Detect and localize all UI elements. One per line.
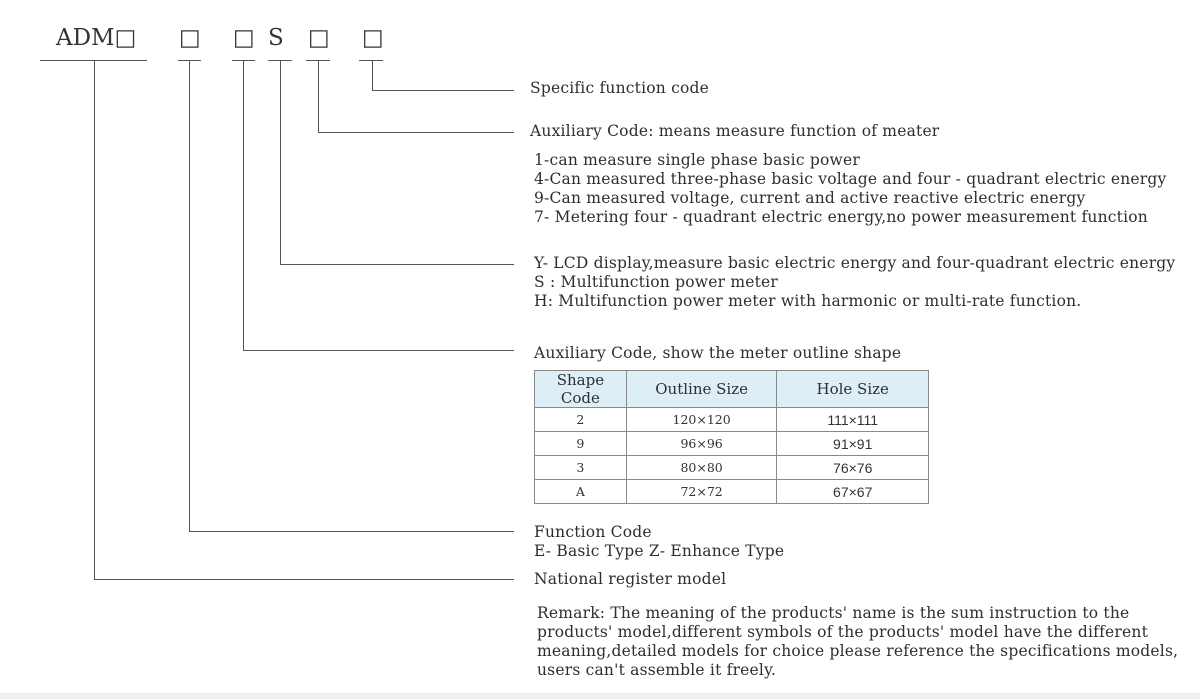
code-box-aux: □ — [308, 25, 330, 51]
shape-table — [534, 370, 929, 504]
aux-shape-label: Auxiliary Code, show the meter outline shape — [534, 344, 902, 362]
code-box-shape: □ — [233, 25, 255, 51]
cell-outline-size: 72×72 — [626, 480, 777, 504]
cell-hole-size: 67×67 — [777, 480, 929, 504]
display-option: H: Multifunction power meter with harmonic or multi-rate function. — [534, 292, 1082, 310]
table-row — [535, 456, 929, 480]
code-box-specific: □ — [362, 25, 384, 51]
measure-option: 9-Can measured voltage, current and active reactive electric energy — [534, 189, 1086, 207]
remark-line: meaning,detailed models for choice please reference the specifications models, — [537, 642, 1179, 660]
cell-outline-size: 96×96 — [626, 432, 777, 456]
remark-line: products' model,different symbols of the products' model have the different — [537, 623, 1149, 641]
code-letter-s: S — [268, 25, 284, 51]
specific-function-label: Specific function code — [530, 79, 709, 97]
connector-display — [281, 61, 515, 265]
measure-options-list — [534, 151, 1167, 227]
table-row — [535, 480, 929, 504]
function-code-desc: E- Basic Type Z- Enhance Type — [534, 542, 785, 560]
connector-function — [190, 61, 515, 532]
connector-shape — [244, 61, 515, 351]
connector-national — [95, 61, 515, 580]
display-options-list — [534, 254, 1175, 311]
model-prefix: ADM□ — [56, 25, 137, 51]
function-code-title: Function Code — [534, 523, 652, 541]
cell-outline-size: 80×80 — [626, 456, 777, 480]
connector-aux-measure — [319, 61, 515, 133]
measure-option: 1-can measure single phase basic power — [534, 151, 860, 169]
national-register-label: National register model — [534, 570, 727, 588]
code-box-function: □ — [179, 25, 201, 51]
measure-option: 4-Can measured three-phase basic voltage and four - quadrant electric energy — [534, 170, 1167, 188]
display-option: S : Multifunction power meter — [534, 273, 779, 291]
cell-shape-code: A — [535, 480, 627, 504]
cell-hole-size: 76×76 — [777, 456, 929, 480]
table-row — [535, 408, 929, 432]
table-header-hole-size: Hole Size — [777, 371, 929, 408]
cell-shape-code: 9 — [535, 432, 627, 456]
table-row — [535, 432, 929, 456]
table-header-outline-size: Outline Size — [626, 371, 777, 408]
connector-specific — [373, 61, 515, 91]
cell-shape-code: 2 — [535, 408, 627, 432]
cell-outline-size: 120×120 — [626, 408, 777, 432]
table-header-shape-code: Shape Code — [535, 371, 627, 408]
remark-line: Remark: The meaning of the products' name is the sum instruction to the — [537, 604, 1130, 622]
display-option: Y- LCD display,measure basic electric energy and four-quadrant electric energy — [534, 254, 1176, 272]
bottom-divider — [0, 693, 1200, 699]
measure-option: 7- Metering four - quadrant electric energy,no power measurement function — [534, 208, 1148, 226]
cell-shape-code: 3 — [535, 456, 627, 480]
cell-hole-size: 91×91 — [777, 432, 929, 456]
aux-measure-label: Auxiliary Code: means measure function of meater — [530, 122, 940, 140]
cell-hole-size: 111×111 — [777, 408, 929, 432]
remark-line: users can't assemble it freely. — [537, 661, 777, 679]
remark-block — [537, 604, 1178, 680]
table-header-row — [535, 371, 929, 408]
